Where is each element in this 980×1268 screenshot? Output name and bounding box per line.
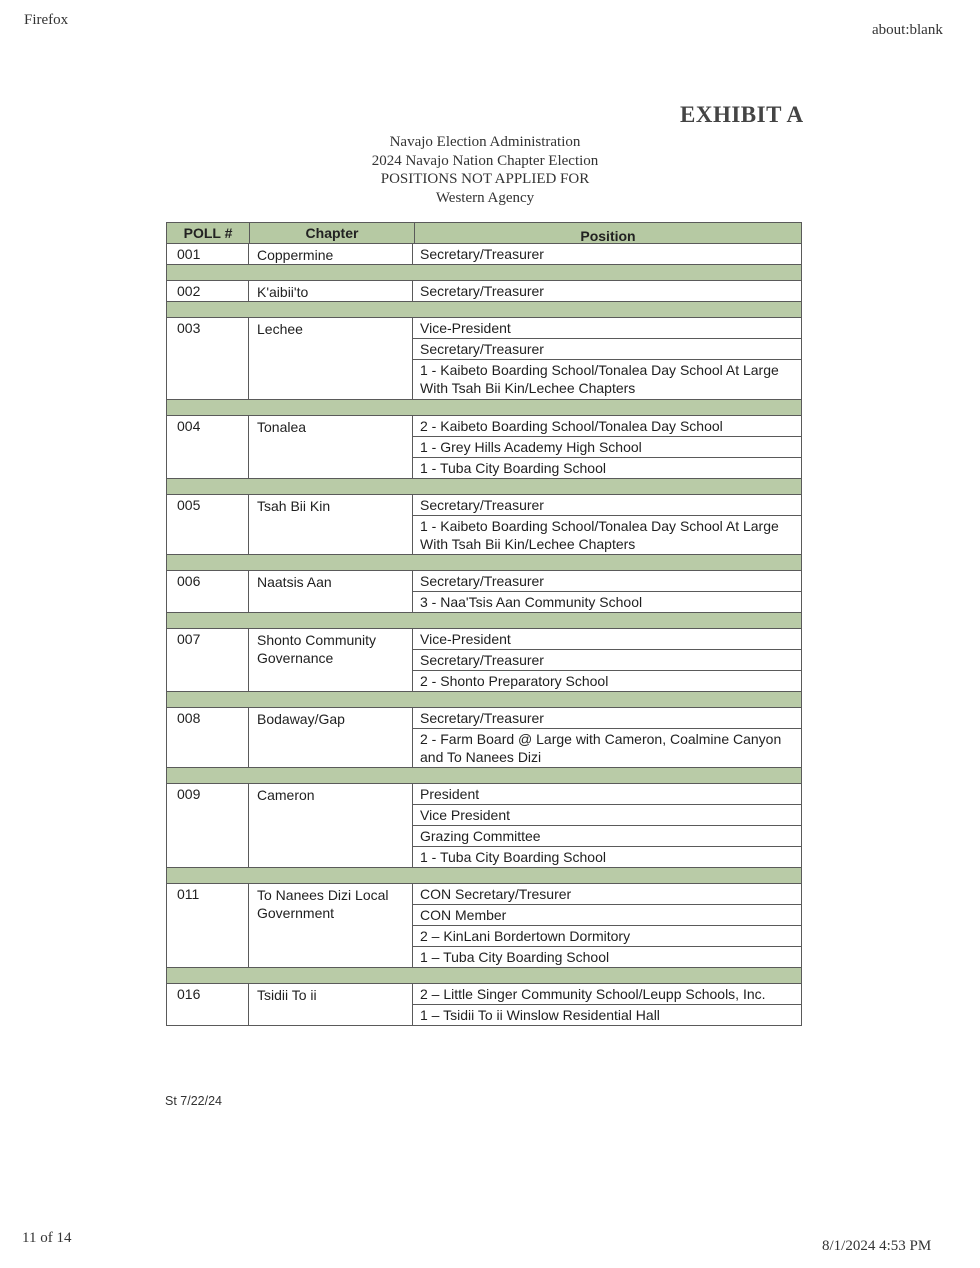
- table-row: [166, 416, 802, 479]
- table-row: [166, 244, 802, 265]
- poll-number: 005: [167, 495, 249, 554]
- position-item: Secretary/Treasurer: [420, 246, 544, 262]
- poll-number: 011: [167, 884, 249, 967]
- row-separator: [166, 692, 802, 708]
- chapter-name: Tonalea: [249, 416, 413, 478]
- table-body: [166, 244, 802, 1026]
- print-timestamp: 8/1/2024 4:53 PM: [822, 1238, 932, 1254]
- poll-number: 009: [167, 784, 249, 867]
- position-item: 2 - Shonto Preparatory School: [420, 673, 609, 689]
- chapter-name: Tsidii To ii: [249, 984, 413, 1025]
- poll-number: 003: [167, 318, 249, 399]
- positions-cell: [413, 884, 801, 967]
- position-item: 1 – Tsidii To ii Winslow Residential Hall: [420, 1007, 660, 1023]
- positions-table: [166, 222, 802, 1026]
- chapter-name: To Nanees Dizi Local Government: [249, 884, 413, 967]
- page-count: 11 of 14: [22, 1230, 72, 1246]
- position-item: Secretary/Treasurer: [413, 708, 801, 729]
- poll-number: 002: [167, 281, 249, 301]
- chapter-name: Coppermine: [249, 244, 413, 264]
- position-item: Secretary/Treasurer: [413, 650, 801, 671]
- position-item: 2 - Farm Board @ Large with Cameron, Coalmine Canyon and To Nanees Dizi: [420, 731, 782, 765]
- table-row: [166, 984, 802, 1026]
- position-item: 2 – Little Singer Community School/Leupp Schools, Inc.: [413, 984, 801, 1005]
- chapter-name: Lechee: [249, 318, 413, 399]
- position-item: Vice President: [413, 805, 801, 826]
- position-item: 2 - Kaibeto Boarding School/Tonalea Day School: [413, 416, 801, 437]
- row-separator: [166, 868, 802, 884]
- exhibit-label: EXHIBIT A: [680, 102, 804, 127]
- title-line: POSITIONS NOT APPLIED FOR: [380, 171, 590, 187]
- positions-cell: [413, 984, 801, 1025]
- poll-number: 006: [167, 571, 249, 612]
- row-separator: [166, 555, 802, 571]
- position-item: Vice-President: [413, 318, 801, 339]
- table-row: [166, 281, 802, 302]
- chapter-name: Shonto Community Governance: [249, 629, 413, 691]
- row-separator: [166, 265, 802, 281]
- position-item: Secretary/Treasurer: [413, 495, 801, 516]
- table-header: [166, 222, 802, 244]
- column-header-chapter: Chapter: [250, 223, 415, 243]
- position-item: 1 - Kaibeto Boarding School/Tonalea Day School At Large With Tsah Bii Kin/Lechee Chapters: [420, 362, 779, 396]
- positions-cell: [413, 416, 801, 478]
- column-header-poll: POLL #: [167, 223, 250, 243]
- table-row: [166, 495, 802, 555]
- positions-cell: [413, 281, 801, 301]
- positions-cell: [413, 784, 801, 867]
- position-item: 1 – Tuba City Boarding School: [420, 949, 610, 965]
- browser-app-name: Firefox: [24, 12, 69, 28]
- browser-url: about:blank: [872, 22, 943, 38]
- chapter-name: Tsah Bii Kin: [249, 495, 413, 554]
- position-item: Secretary/Treasurer: [420, 283, 544, 299]
- positions-cell: [413, 571, 801, 612]
- poll-number: 001: [167, 244, 249, 264]
- document-title: [280, 133, 690, 207]
- position-item: 3 - Naa'Tsis Aan Community School: [420, 594, 643, 610]
- position-item: Grazing Committee: [413, 826, 801, 847]
- column-header-position: Position: [580, 228, 636, 244]
- row-separator: [166, 768, 802, 784]
- table-row: [166, 318, 802, 400]
- position-item: 1 - Tuba City Boarding School: [420, 460, 606, 476]
- position-item: CON Secretary/Tresurer: [413, 884, 801, 905]
- row-separator: [166, 302, 802, 318]
- chapter-name: K'aibii'to: [249, 281, 413, 301]
- date-stamp: St 7/22/24: [165, 1094, 222, 1108]
- position-item: 1 - Tuba City Boarding School: [420, 849, 606, 865]
- chapter-name: Cameron: [249, 784, 413, 867]
- position-item: President: [413, 784, 801, 805]
- table-row: [166, 884, 802, 968]
- position-item: CON Member: [413, 905, 801, 926]
- poll-number: 004: [167, 416, 249, 478]
- title-line: 2024 Navajo Nation Chapter Election: [371, 152, 599, 169]
- title-line: Navajo Election Administration: [389, 134, 581, 150]
- table-row: [166, 629, 802, 692]
- positions-cell: [413, 495, 801, 554]
- row-separator: [166, 613, 802, 629]
- position-item: Secretary/Treasurer: [413, 339, 801, 360]
- poll-number: 008: [167, 708, 249, 767]
- table-row: [166, 784, 802, 868]
- row-separator: [166, 968, 802, 984]
- chapter-name: Naatsis Aan: [249, 571, 413, 612]
- row-separator: [166, 479, 802, 495]
- table-row: [166, 571, 802, 613]
- positions-cell: [413, 244, 801, 264]
- position-item: 2 – KinLani Bordertown Dormitory: [413, 926, 801, 947]
- position-item: Vice-President: [413, 629, 801, 650]
- poll-number: 007: [167, 629, 249, 691]
- positions-cell: [413, 708, 801, 767]
- title-line: Western Agency: [435, 189, 535, 206]
- positions-cell: [413, 629, 801, 691]
- position-item: 1 - Grey Hills Academy High School: [413, 437, 801, 458]
- positions-cell: [413, 318, 801, 399]
- position-item: Secretary/Treasurer: [413, 571, 801, 592]
- chapter-name: Bodaway/Gap: [249, 708, 413, 767]
- poll-number: 016: [167, 984, 249, 1025]
- position-item: 1 - Kaibeto Boarding School/Tonalea Day School At Large With Tsah Bii Kin/Lechee Chapters: [420, 518, 779, 552]
- table-row: [166, 708, 802, 768]
- row-separator: [166, 400, 802, 416]
